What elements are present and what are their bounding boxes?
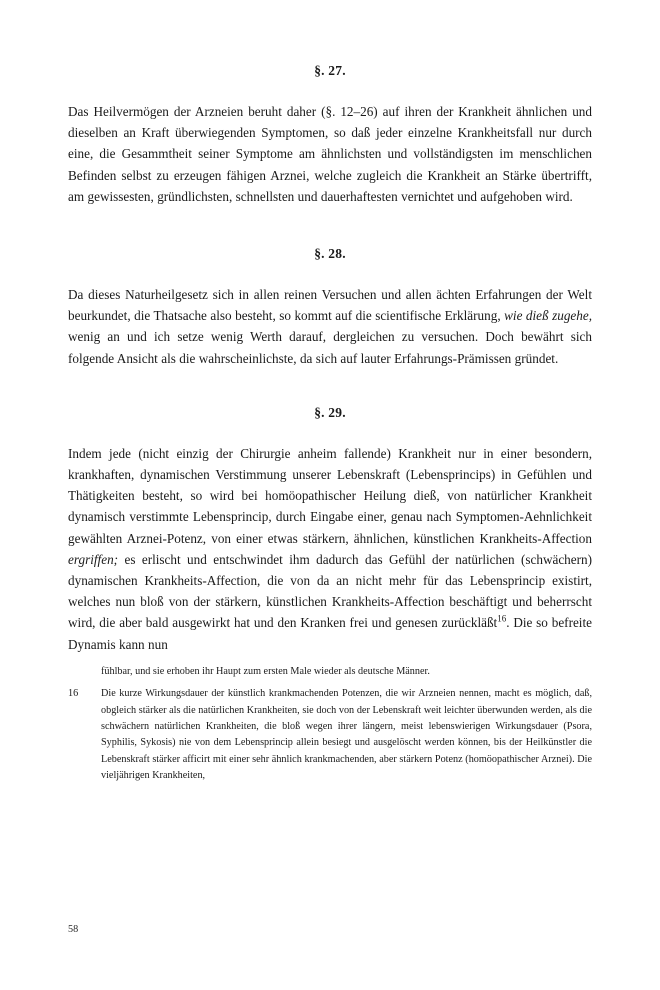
footnote-number: 16 bbox=[68, 688, 79, 700]
section-heading-27: §. 27. bbox=[314, 63, 346, 78]
section-paragraph-27: Das Heilvermögen der Arzneien beruht daher (§. 12–26) auf ihren der Krankheit ähnlichen und dieselben an Kraft überwiegenden Symptomen, so daß jeder einzelne Krankheitsfall nur durch eine, die Gesammtheit seiner Symptome am ähnlichsten und vollständigsten im menschlichen Befinden selbst zu erzeugen fähigen Arznei, welche zugleich die Krankheit an Stärke übertrifft, am gewissesten, gründlichsten, schnellsten und dauerhaftesten vernichtet und aufgehoben wird. bbox=[68, 104, 592, 204]
page-number: 58 bbox=[68, 924, 79, 935]
footnote-item bbox=[68, 686, 592, 784]
section-paragraph-29: Indem jede (nicht einzig der Chirurgie anheim fallende) Krankheit nur in einer besondern, krankhaften, dynamischen Verstimmung unserer Lebenskraft (Lebensprincips) in Gefühlen und Thätigkeiten besteht, so wird bei homöopathischer Heilung dieß, von natürlicher Krankheit dynamisch verstimmte Lebensprincip, durch Eingabe einer, genau nach Symptomen-Aehnlichkeit gewählten Arznei-Potenz, von einer etwas stärkern, ähnlichen, künstlichen Krankheits-Affection ergriffen; es erlischt und entschwindet ihm dadurch das Gefühl der natürlichen (schwächern) dynamischen Krankheits-Affection, die von da an nicht mehr für das Lebensprincip existirt, welches nun bloß von der stärkern, künstlichen Krankheits-Affection beschäftigt und beherrscht wird, die aber bald ausgewirkt hat und den Kranken frei und genesen zurückläßt$^{16}$. Die so befreite Dynamis kann nun bbox=[68, 445, 592, 652]
emphasis-text: wie dieß zugehe, bbox=[504, 308, 593, 324]
footnote-reference[interactable]: 16 bbox=[497, 614, 507, 625]
section-paragraph-28: Da dieses Naturheilgesetz sich in allen reinen Versuchen und allen ächten Erfahrungen der Welt beurkundet, die Thatsache also besteht, so kommt auf die scientifische Erklärung, wie dieß zugehe, wenig an und ich setze wenig Werth darauf, dergleichen zu versuchen. Doch bewährt sich folgende Ansicht als die wahrscheinlichste, da sich auf lauter Erfahrungs-Prämissen gründet. bbox=[68, 287, 593, 366]
footnote-area bbox=[68, 664, 592, 785]
emphasis-text: ergriffen; bbox=[68, 551, 119, 567]
text-block bbox=[68, 0, 592, 785]
section-heading-29: §. 29. bbox=[314, 404, 346, 420]
section-heading-28: §. 28. bbox=[314, 246, 346, 262]
footnote-text: Die kurze Wirkungsdauer der künstlich krankmachenden Potenzen, die wir Arzneien nennen, macht es möglich, daß, obgleich stärker als die natürlichen Krankheiten, sie doch von der Lebenskraft weit leichter überwunden werden, als die schwächern natürlichen Krankheiten, die bloß wegen ihrer längern, meist lebenswierigen Wirkungsdauer (Psora, Syphilis, Sykosis) nie von dem Lebensprincip allein besiegt und ausgelöscht werden können, bis der Heilkünstler die Lebenskraft stärker afficirt mit einer sehr ähnlich krankmachenden, aber stärkern Potenz (homöopathischer Arznei). Die vieljährigen Krankheiten, bbox=[101, 688, 592, 782]
footnote-continuation: fühlbar, und sie erhoben ihr Haupt zum ersten Male wieder als deutsche Männer. bbox=[101, 665, 430, 677]
